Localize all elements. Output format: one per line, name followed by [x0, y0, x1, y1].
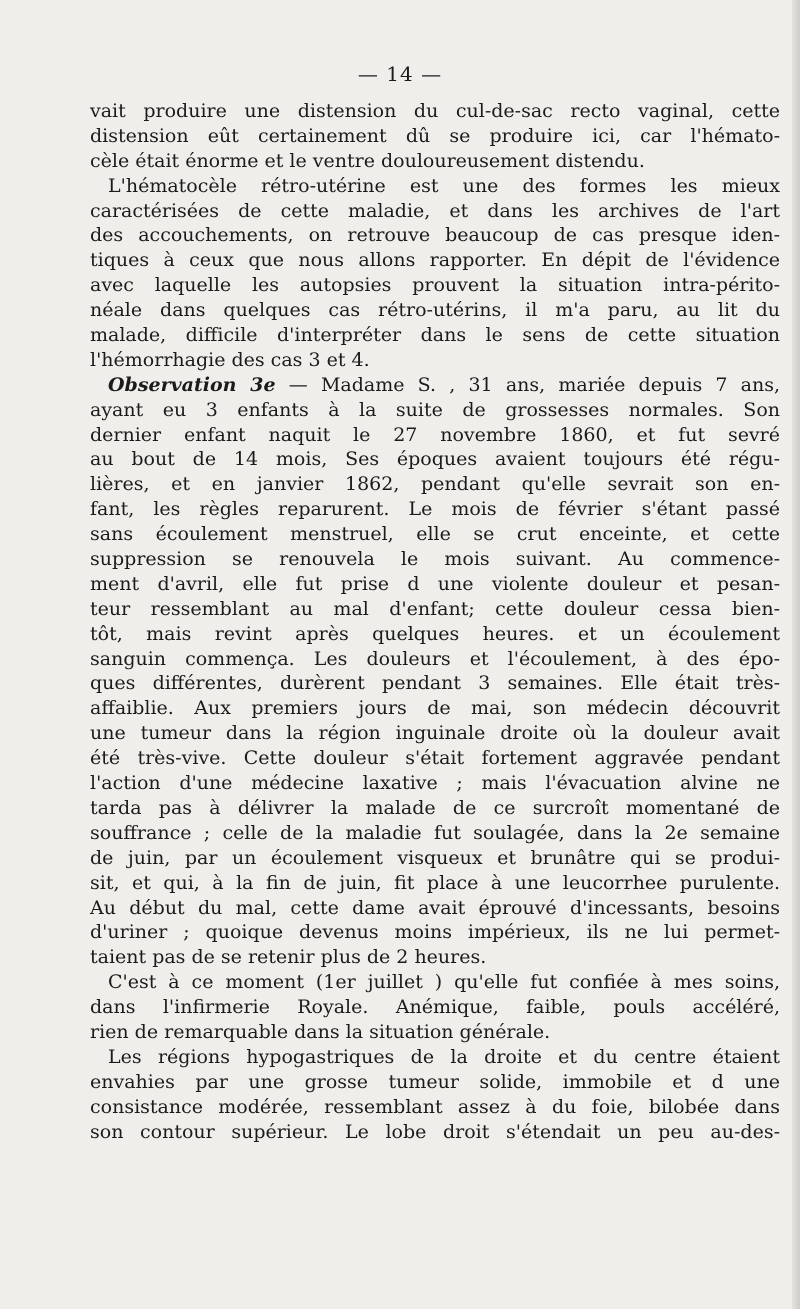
- text-line: ques différentes, durèrent pendant 3 semaines. Elle était très-: [90, 672, 780, 695]
- text-line: envahies par une grosse tumeur solide, immobile et d une: [90, 1070, 780, 1093]
- page-edge-shadow: [792, 0, 800, 1309]
- text-line: vait produire une distension du cul-de-sac recto vaginal, cette: [90, 100, 780, 122]
- text-line: malade, difficile d'interpréter dans le sens de cette situation: [90, 324, 780, 347]
- text-line: rien de remarquable dans la situation générale.: [90, 1020, 551, 1043]
- text-line: taient pas de se retenir plus de 2 heures.: [90, 946, 487, 969]
- text-line: sit, et qui, à la fin de juin, fit place à une leucorrhee purulente.: [90, 871, 780, 894]
- text-line: — Madame S. , 31 ans, mariée depuis 7 ans,: [288, 373, 781, 396]
- text-line: consistance modérée, ressemblant assez à du foie, bilobée dans: [90, 1095, 780, 1118]
- text-line: une tumeur dans la région inguinale droite où la douleur avait: [90, 722, 780, 745]
- text-line: ayant eu 3 enfants à la suite de grossesses normales. Son: [90, 398, 780, 421]
- text-line: son contour supérieur. Le lobe droit s'étendait un peu au-des-: [90, 1120, 780, 1143]
- text-line: tôt, mais revint après quelques heures. et un écoulement: [90, 622, 780, 645]
- text-line: d'uriner ; quoique devenus moins impérieux, ils ne lui permet-: [90, 921, 780, 944]
- text-line: ment d'avril, elle fut prise d une violente douleur et pesan-: [90, 572, 780, 595]
- observation-line: [90, 373, 780, 398]
- text-line: cèle était énorme et le ventre douloureusement distendu.: [90, 149, 645, 172]
- text-line: Les régions hypogastriques de la droite et du centre étaient: [108, 1045, 780, 1068]
- observation-heading: Observation 3e: [108, 373, 276, 396]
- text-line: des accouchements, on retrouve beaucoup de cas presque iden-: [90, 224, 780, 247]
- text-line: sanguin commença. Les douleurs et l'écoulement, à des épo-: [90, 647, 780, 670]
- text-line: tarda pas à délivrer la malade de ce surcroît momentané de: [90, 796, 780, 819]
- text-line: souffrance ; celle de la maladie fut soulagée, dans la 2e semaine: [90, 821, 780, 844]
- text-line: sans écoulement menstruel, elle se crut enceinte, et cette: [90, 523, 780, 546]
- text-line: Au début du mal, cette dame avait éprouvé d'incessants, besoins: [90, 896, 780, 919]
- text-line: dernier enfant naquit le 27 novembre 1860, et fut sevré: [90, 423, 780, 446]
- text-line: L'hématocèle rétro-utérine est une des formes les mieux: [108, 174, 780, 197]
- text-line: distension eût certainement dû se produire ici, car l'hémato-: [90, 124, 780, 147]
- text-line: l'hémorrhagie des cas 3 et 4.: [90, 348, 370, 371]
- text-line: lières, et en janvier 1862, pendant qu'elle sevrait son en-: [90, 473, 780, 496]
- text-line: dans l'infirmerie Royale. Anémique, faible, pouls accéléré,: [90, 996, 780, 1019]
- text-line: été très-vive. Cette douleur s'était fortement aggravée pendant: [90, 747, 780, 770]
- text-line: C'est à ce moment (1er juillet ) qu'elle fut confiée à mes soins,: [108, 971, 780, 994]
- text-line: caractérisées de cette maladie, et dans les archives de l'art: [90, 199, 780, 222]
- page-number: — 14 —: [357, 62, 443, 86]
- text-line: au bout de 14 mois, Ses époques avaient toujours été régu-: [90, 448, 780, 471]
- text-line: l'action d'une médecine laxative ; mais l'évacuation alvine ne: [90, 772, 780, 795]
- text-line: néale dans quelques cas rétro-utérins, il m'a paru, au lit du: [90, 299, 780, 322]
- text-body: [90, 99, 780, 1144]
- text-line: avec laquelle les autopsies prouvent la situation intra-périto-: [90, 274, 780, 297]
- text-line: tiques à ceux que nous allons rapporter. En dépit de l'évidence: [90, 249, 780, 272]
- text-line: suppression se renouvela le mois suivant. Au commence-: [90, 548, 780, 571]
- text-line: fant, les règles reparurent. Le mois de février s'étant passé: [90, 498, 780, 521]
- text-line: de juin, par un écoulement visqueux et brunâtre qui se produi-: [90, 846, 780, 869]
- text-line: teur ressemblant au mal d'enfant; cette douleur cessa bien-: [90, 597, 780, 620]
- text-line: affaiblie. Aux premiers jours de mai, son médecin découvrit: [90, 697, 780, 720]
